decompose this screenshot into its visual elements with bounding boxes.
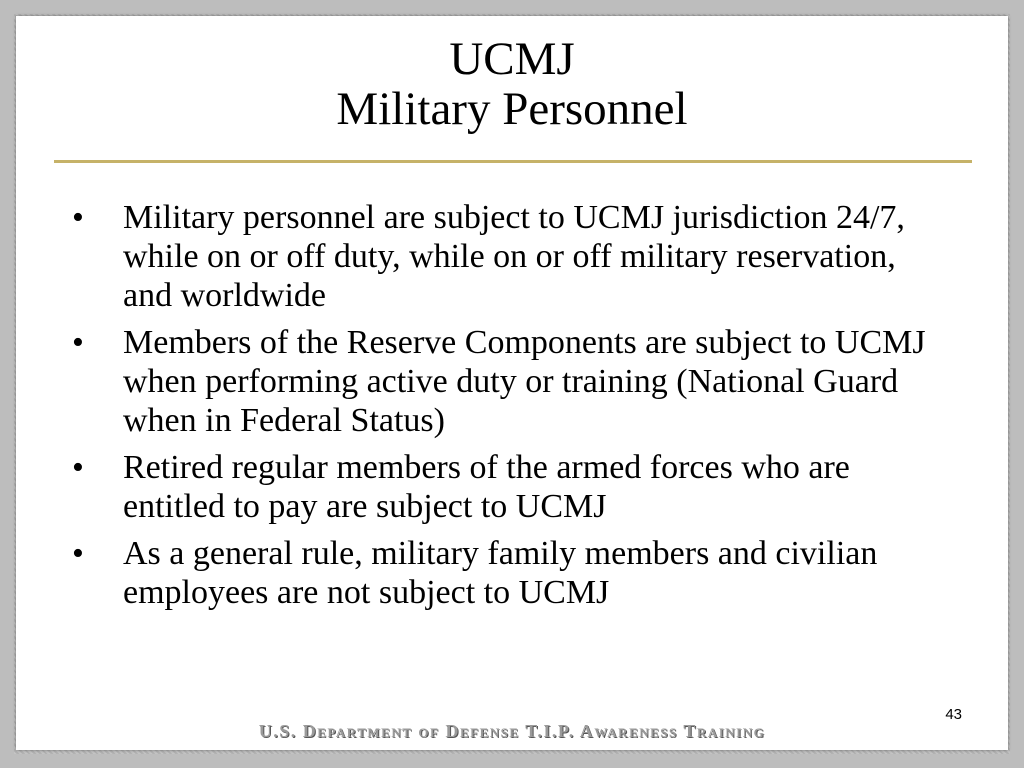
slide — [16, 16, 1008, 750]
page-number: 43 — [945, 706, 962, 723]
slide-title — [16, 34, 1008, 134]
title-line-2: Military Personnel — [336, 83, 688, 135]
bullet-text: Members of the Reserve Components are subject to UCMJ when performing active duty or training (National Guard when in Federal Status) — [123, 324, 926, 439]
bullet-marker: • — [72, 324, 84, 361]
bullet-text: Military personnel are subject to UCMJ jurisdiction 24/7, while on or off duty, while on or off military reservation, and worldwide — [123, 199, 905, 314]
title-divider — [54, 160, 972, 163]
bullet-item — [72, 198, 952, 315]
bullet-marker: • — [72, 449, 84, 486]
bullet-item — [72, 323, 952, 440]
bullet-text: As a general rule, military family members and civilian employees are not subject to UCMJ — [123, 535, 878, 611]
title-line-1: UCMJ — [449, 33, 575, 85]
footer-banner: U.S. Department of Defense T.I.P. Awareness Training — [258, 721, 766, 741]
bullet-list — [72, 198, 952, 620]
bullet-text: Retired regular members of the armed forces who are entitled to pay are subject to UCMJ — [123, 449, 850, 525]
bullet-item — [72, 448, 952, 526]
bullet-marker: • — [72, 535, 84, 572]
bullet-item — [72, 534, 952, 612]
bullet-marker: • — [72, 199, 84, 236]
